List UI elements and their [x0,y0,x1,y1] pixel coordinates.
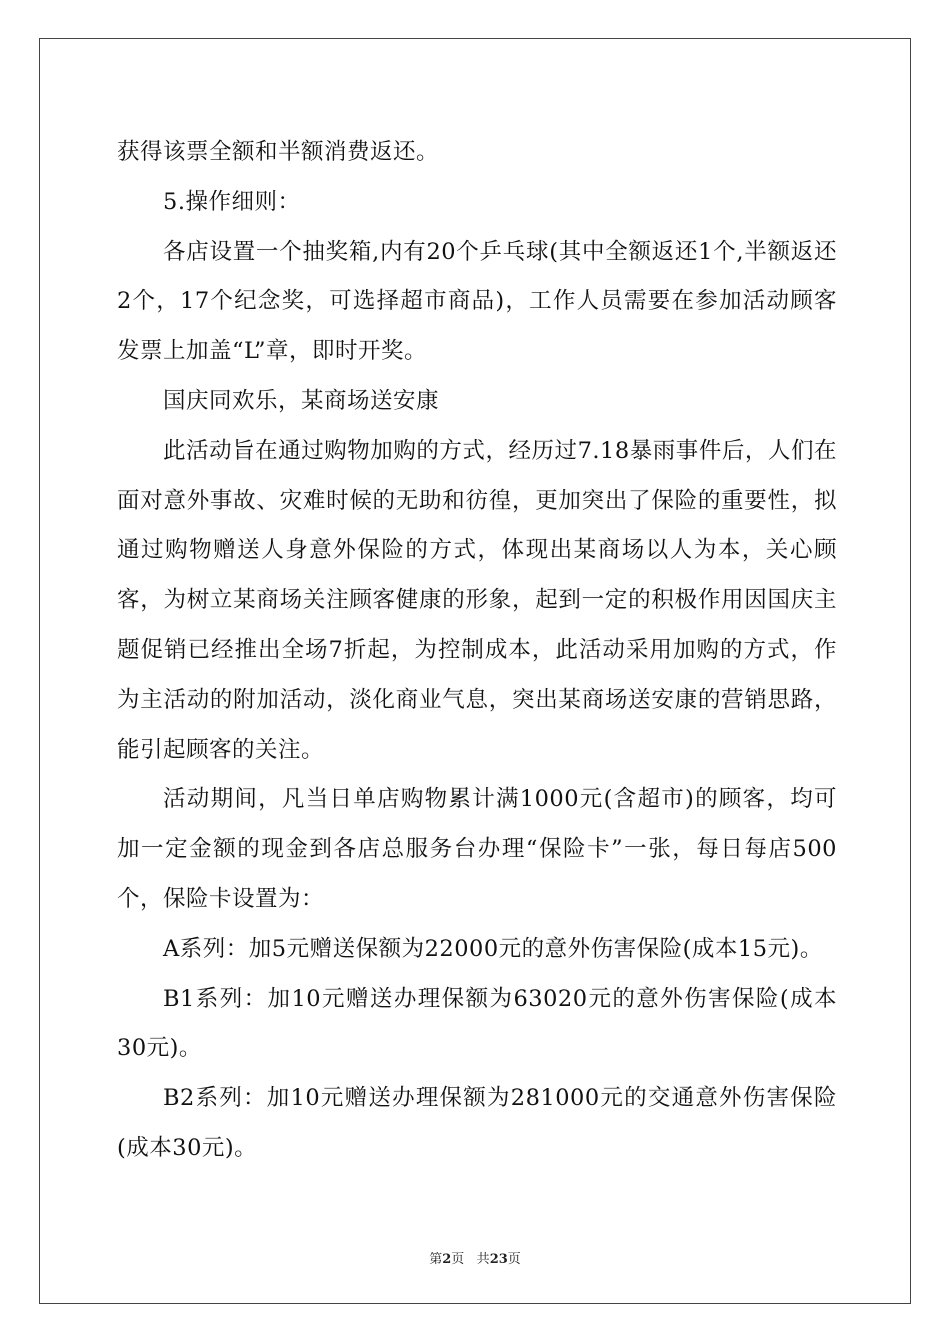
footer-total-pages: 23 [489,1252,508,1267]
footer-page-suffix: 页 [451,1252,465,1267]
page-footer [0,1248,950,1267]
footer-page-number: 2 [442,1252,452,1267]
document-body [117,128,837,1174]
paragraph-3: 各店设置一个抽奖箱,内有20个乒乓球(其中全额返还1个,半额返还2个，17个纪念奖，可选择超市商品)，工作人员需要在参加活动顾客发票上加盖“L”章，即时开奖。 [117,238,837,365]
paragraph-6: 活动期间，凡当日单店购物累计满1000元(含超市)的顾客，均可加一定金额的现金到各店总服务台办理“保险卡”一张，每日每店500个，保险卡设置为： [117,786,837,912]
paragraph-8: B1系列：加10元赠送办理保额为63020元的意外伤害保险(成本30元)。 [117,985,837,1062]
paragraph-2: 5.操作细则： [163,188,301,215]
paragraph-7: A系列：加5元赠送保额为22000元的意外伤害保险(成本15元)。 [163,935,823,962]
paragraph-9: B2系列：加10元赠送办理保额为281000元的交通意外伤害保险(成本30元)。 [117,1085,837,1161]
footer-total-suffix: 页 [507,1252,521,1267]
paragraph-1: 获得该票全额和半额消费返还。 [117,139,440,165]
paragraph-4-heading: 国庆同欢乐，某商场送安康 [163,387,440,414]
paragraph-5: 此活动旨在通过购物加购的方式，经历过7.18暴雨事件后，人们在面对意外事故、灾难时候的无助和彷徨，更加突出了保险的重要性，拟通过购物赠送人身意外保险的方式，体现出某商场以人为本，关心顾客，为树立某商场关注顾客健康的形象，起到一定的积极作用因国庆主题促销已经推出全场7折起，为控制成本，此活动采用加购的方式，作为主活动的附加活动，淡化商业气息，突出某商场送安康的营销思路，能引起顾客的关注。 [117,437,837,763]
footer-total-prefix: 共 [476,1252,490,1267]
footer-prefix: 第 [429,1252,443,1267]
